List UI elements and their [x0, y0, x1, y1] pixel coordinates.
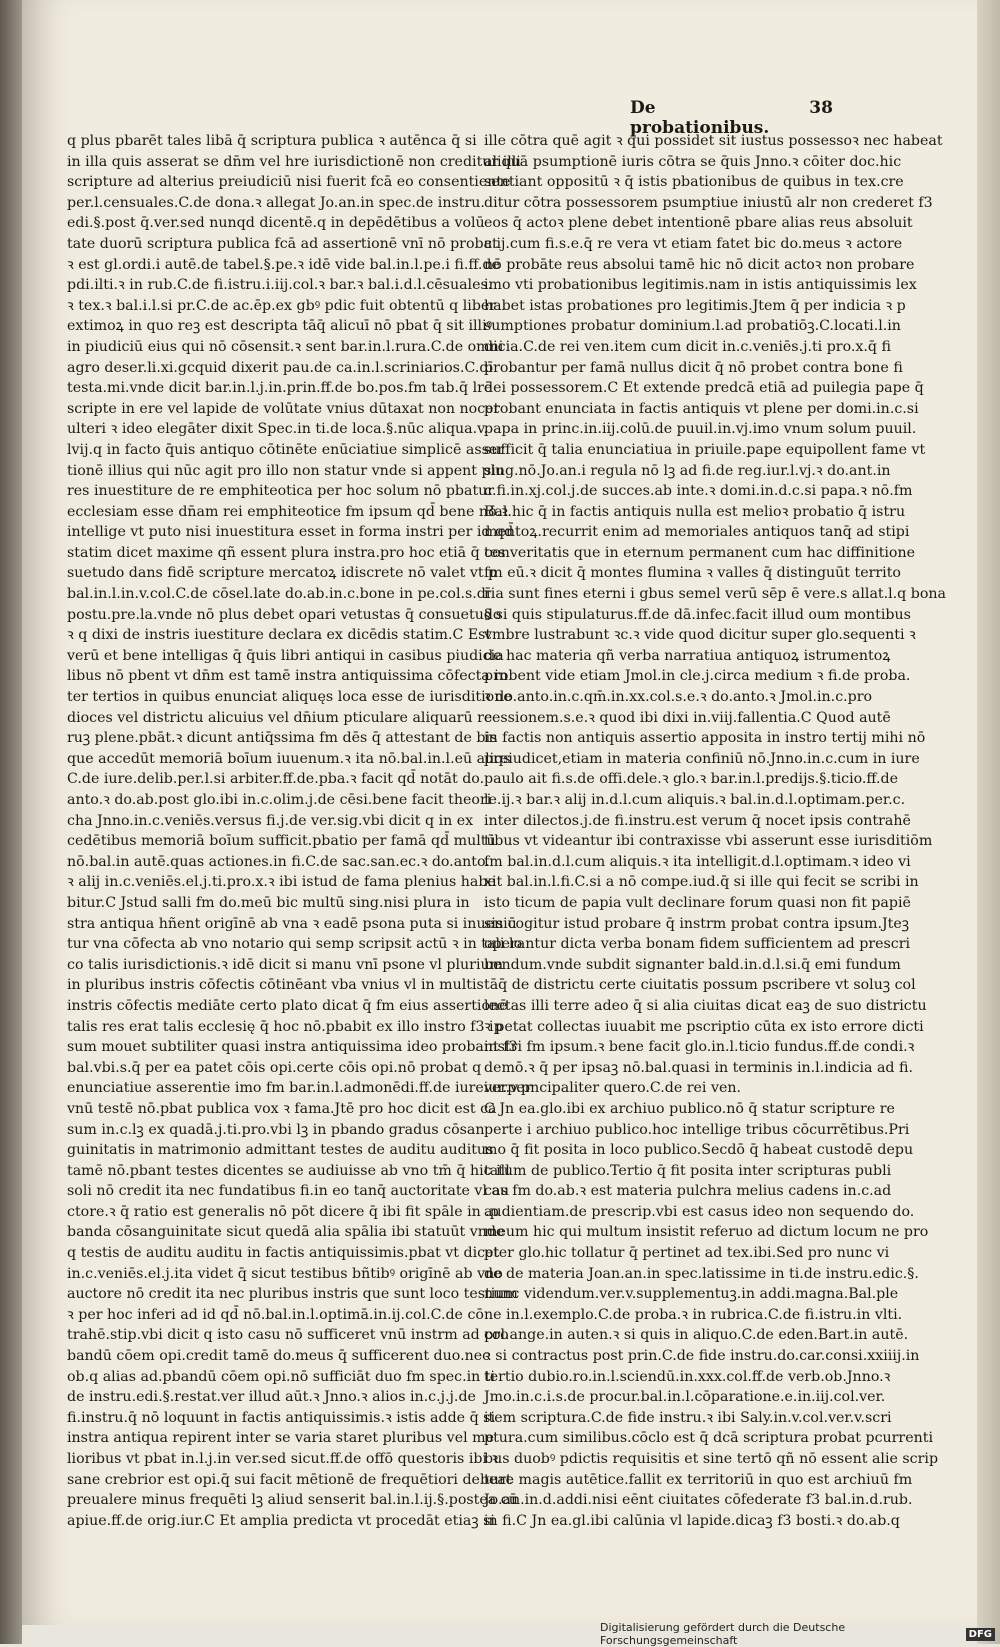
text-line: soli nō credit ita nec fundatibus fi.in eo tanq̄ auctoritate vl au — [67, 1183, 510, 1200]
text-line: in.c.veniēs.el.j.ita videt q̄ sicut testibus bñtibꝰ origīnē ab vno — [67, 1265, 503, 1282]
text-line: tamē nō.pbant testes dicentes se audiuisse ab vno tm̄ q̄ hic ill — [67, 1162, 510, 1179]
text-line: cha Jnno.in.c.veniēs.versus fi.j.de ver.sig.vbi dicit q in ex — [67, 812, 474, 829]
text-line: Jo.an.in.d.addi.nisi eēnt ciuitates cōfederate f3 bal.in.d.rub. — [484, 1492, 913, 1509]
text-line: habet istas probationes pro legitimis.Jtem q̄ per indicia ꝛ p — [484, 297, 906, 314]
text-line: ver.v.pncipaliter quero.C.de rei ven. — [484, 1080, 742, 1097]
text-line: xit bal.in.l.fi.C.si a nō compe.iud.q̄ si ille qui fecit se scribi in — [484, 874, 919, 891]
text-line: ob.q alias ad.pbandū cōem opi.nō sufficiāt duo fm spec.in ti — [67, 1368, 496, 1385]
text-line: sum mouet subtiliter quasi instra antiquissima ideo probant f3 — [67, 1039, 518, 1056]
text-line: preualere minus frequēti lꝫ aliud senserit bal.in.l.ij.§.postea cū — [67, 1492, 518, 1509]
text-line: q plus pbarēt tales libā q̄ scriptura publica ꝛ autēnca q̄ si — [67, 133, 477, 149]
text-line: res inuestiture de re emphiteotica per hoc solum nō pbatur — [67, 483, 495, 500]
text-line: bal.in.l.in.v.col.C.de cōsel.late do.ab.in.c.bone in pe.col.s.dī — [67, 586, 491, 603]
text-line: bandū cōem opi.credit tamē do.meus q̄ sufficerent duo.nec — [67, 1348, 491, 1365]
text-line: ꝛ petat collectas iuuabit me pscriptio cūta ex isto errore dicti — [484, 1018, 924, 1035]
text-line: ne in.l.exemplo.C.de proba.ꝛ in rubrica.C.de fi.istru.in vlti. — [484, 1306, 903, 1323]
text-line: le.ij.ꝛ bar.ꝛ alij in.d.l.cum aliquis.ꝛ bal.in.d.l.optimam.per.c. — [484, 792, 906, 808]
text-line: extimoꝝ in quo reꝫ est descripta tāq̄ alicuī nō pbat q̄ sit illiꝰ — [67, 318, 493, 335]
text-line: de de materia Joan.an.in spec.latissime in ti.de instru.edic.§. — [484, 1265, 919, 1282]
text-line: ulteri ꝛ ideo elegāter dixit Spec.in ti.de loca.§.nūc aliqua.v. — [67, 421, 488, 438]
folio-number: 38 — [809, 98, 833, 118]
text-line: pdi.ilti.ꝛ in rub.C.de fi.istru.i.iij.col.ꝛ bar.ꝛ bal.i.d.l.cēsuales. — [67, 277, 493, 294]
text-line: probant enunciata in factis antiquis vt plene per domi.in.c.si — [484, 400, 919, 417]
running-title: De probationibus. — [630, 98, 770, 138]
text-line: audientiam.de prescrip.vbi est casus ideo non sequendo do. — [484, 1203, 915, 1220]
text-line: sentiant oppositū ꝛ q̄ istis pbationibus de quibus in tex.cre — [484, 174, 904, 191]
text-line: talis res erat talis ecclesię q̄ hoc nō.pbabit ex illo instro f3 ip — [67, 1018, 503, 1035]
text-line: probent vide etiam Jmol.in cle.j.circa medium ꝛ fi.de proba. — [484, 668, 911, 685]
text-line: co talis iurisdictionis.ꝛ idē dicit si manu vnī psone vl plurium — [67, 956, 504, 973]
text-line: postu.pre.la.vnde nō plus debet opari vetustas q̄ consuetudo — [67, 606, 502, 623]
text-line: operantur dicta verba bonam fidem sufficientem ad prescri — [484, 936, 911, 953]
text-line: in factis non antiquis assertio apposita in instro tertij mihi nō — [484, 730, 926, 747]
text-line: papa in princ.in.iij.colū.de puuil.in.vj.imo vnum solum puuil. — [484, 421, 917, 438]
text-line: cessionem.s.e.ꝛ quod ibi dixi in.viij.fallentia.C Quod autē — [484, 709, 891, 726]
text-line: trahē.stip.vbi dicit q isto casu nō sufficeret vnū instrm ad pro — [67, 1327, 509, 1344]
running-header — [630, 98, 833, 138]
text-line: edi.§.post q̄.ver.sed nunqd dicentē.q in depēdētibus a volū — [67, 215, 485, 232]
text-line: ꝛ do.anto.in.c.qm̄.in.xx.col.s.e.ꝛ do.anto.ꝛ Jmol.in.c.pro — [484, 689, 873, 706]
text-line: ꝛ q dixi de instris iuestiture declara ex dicēdis statim.C Est — [67, 627, 492, 644]
text-line: statim dicet maxime qñ essent plura instra.pro hoc etiā q̄ con — [67, 544, 510, 561]
text-line: apiue.ff.de orig.iur.C Et amplia predicta vt procedāt etiaꝫ si — [67, 1512, 495, 1529]
text-line: q testis de auditu auditu in factis antiquissimis.pbat vt dicet — [67, 1245, 500, 1262]
text-line: bendum.vnde subdit signanter bald.in.d.l.si.q̄ emi fundum — [484, 956, 901, 973]
text-line: tur vna cōfecta ab vno notario qui semp scripsit actū ꝛ in tali lo — [67, 936, 523, 953]
text-line: fi.instru.q̄ nō loquunt in factis antiquissimis.ꝛ istis adde q̄ si — [67, 1409, 495, 1426]
text-line: intellige vt puto nisi inuestitura esset in forma instri per id qd̄ — [67, 524, 514, 541]
text-line: instra antiqua repirent inter se varia staret pluribus vel me — [67, 1430, 494, 1447]
text-line: suetudo dans fidē scripture mercatoꝝ idiscrete nō valet vt p — [67, 565, 498, 582]
text-line: scripture ad alterius preiudiciū nisi fuerit fcā eo consentiente — [67, 174, 511, 191]
text-line: preiudicet,etiam in materia confiniū nō.Jnno.in.c.cum in iure — [484, 750, 920, 767]
text-line: sis cogitur istud probare q̄ instrm probat contra ipsum.Jteꝫ — [484, 915, 909, 932]
text-line: per.l.censuales.C.de dona.ꝛ allegat Jo.an.in spec.de instru. — [67, 194, 485, 211]
text-line: guinitatis in matrimonio admittant testes de auditu auditus — [67, 1142, 494, 1159]
text-line: ditur cōtra possessorem psumptiue iniustū alr non crederet f3 — [484, 194, 933, 211]
text-line: de instru.edi.§.restat.ver illud aūt.ꝛ Jnno.ꝛ alios in.c.j.j.de — [67, 1389, 476, 1406]
text-line: lvij.q in facto q̄uis antiquo cōtinēte enūciatiue simplicē asser — [67, 441, 505, 458]
text-line: libus nō pbent vt dn̄m est tamē instra antiquissima cōfecta in — [67, 668, 508, 685]
text-line: tatum de publico.Tertio q̄ fit posita inter scripturas publi — [484, 1162, 892, 1179]
text-line: in illa quis asserat se dn̄m vel hre iurisdictionē non creditur illi — [67, 153, 521, 170]
text-line: banda cōsanguinitate sicut quedā alia spālia ibi statuūt vnde — [67, 1224, 505, 1241]
text-line: imo vti probationibus legitimis.nam in istis antiquissimis lex — [484, 277, 917, 294]
text-line: in pluribus instris cōfectis cōtinēant vba vnius vl in multis — [67, 977, 484, 994]
text-line: lioribus vt pbat in.l.j.in ver.sed sicut.ff.de offō questoris ibi ꝛ — [67, 1451, 499, 1467]
right-text-column — [484, 131, 946, 1531]
text-line: ille cōtra quē agit ꝛ qui possidet sit iustus possessoꝛ nec habeat — [484, 133, 943, 149]
text-line: C Jn ea.glo.ibi ex archiuo publico.nō q̄ statur scripture re — [484, 1100, 895, 1117]
text-line: cas fm do.ab.ꝛ est materia pulchra melius cadens in.c.ad — [484, 1183, 892, 1200]
text-line: dioces vel districtu alicuius vel dn̄ium pticulare aliquarū re — [67, 709, 493, 726]
text-line: auctore nō credit ita nec pluribus instris que sunt loco testium — [67, 1286, 518, 1303]
left-text-column — [67, 131, 532, 1531]
dfg-logo: DFG — [966, 1628, 995, 1641]
text-line: mo q̄ fit posita in loco publico.Secdō q̄ habeat custodē depu — [484, 1142, 914, 1159]
text-line: ecclesiam esse dn̄am rei emphiteotice fm ipsum qd̄ bene nō.ꝛ — [67, 503, 508, 520]
text-line: eos q̄ actoꝛ plene debet intentionē pbare alias reus absoluit — [484, 215, 913, 232]
text-line: bus duobꝰ pdictis requisitis et sine tertō qñ nō essent alie scrip — [484, 1451, 939, 1467]
text-line: ꝛ alij in.c.veniēs.el.j.ti.pro.x.ꝛ ibi istud de fama plenius habe — [67, 874, 496, 891]
text-line: ꝛ per hoc inferi ad id qd̄ nō.bal.in.l.optimā.in.ij.col.C.de cō — [67, 1306, 484, 1323]
text-line: ptura.cum similibus.cōclo est q̄ dcā scriptura probat pcurrenti — [484, 1430, 933, 1447]
digitization-credit — [600, 1621, 995, 1647]
text-line: probantur per famā nullus dicit q̄ nō probet contra bone fi — [484, 359, 903, 376]
text-line: cedētibus memoriā boīum sufficit.pbatio per famā qd̄ multū — [67, 833, 496, 850]
page-edge — [977, 0, 1000, 1644]
text-line: vmbre lustrabunt ꝛc.ꝛ vide quod dicitur super glo.sequenti ꝛ — [484, 627, 916, 644]
text-line: vnū testē nō.pbat publica vox ꝛ fama.Jtē pro hoc dicit est ca — [67, 1100, 497, 1117]
text-line: bal.vbi.s.q̄ per ea patet cōis opi.certe cōis opi.nō probat q — [67, 1059, 482, 1076]
text-line: col.ange.in auten.ꝛ si quis in aliquo.C.de eden.Bart.in autē. — [484, 1327, 909, 1344]
text-line: bitur.C Jstud salli fm do.meū bic multū sing.nisi plura in — [67, 894, 470, 911]
text-line: ture magis autētice.fallit ex territoriū in quo est archiuū fm — [484, 1471, 913, 1488]
text-line: in piudiciū eius qui nō cōsensit.ꝛ sent bar.in.l.rura.C.de omni — [67, 338, 504, 355]
text-line: sufficit q̄ talia enunciatiua in priuile.pape equipollent fame vt — [484, 441, 926, 458]
text-line: § si quis stipulaturus.ff.de dā.infec.facit illud oum montibus — [484, 606, 911, 623]
text-line: fm bal.in.d.l.cum aliquis.ꝛ ita intelligit.d.l.optimam.ꝛ ideo vi — [484, 853, 911, 870]
text-line: scripte in ere vel lapide de volūtate vnius dūtaxat non nocet — [67, 400, 500, 417]
text-line: nō probāte reus absolui tamē hic nō dicit actoꝛ non probare — [484, 256, 915, 273]
text-line: stra antiqua hñent origīnē ab vna ꝛ eadē psona puta si inueniū — [67, 915, 517, 932]
text-line: ꝛ si contractus post prin.C.de fide instru.do.car.consi.xxiiij.in — [484, 1348, 920, 1365]
text-line: mentoꝝ.recurrit enim ad memoriales antiquos tanq̄ ad stipi — [484, 524, 910, 541]
text-line: dei possessorem.C Et extende predcā etiā ad puilegia pape q̄ — [484, 380, 924, 397]
text-line: anto.ꝛ do.ab.post glo.ibi in.c.olim.j.de cēsi.bene facit theori — [67, 792, 492, 808]
text-line: aliquā psumptionē iuris cōtra se q̄uis Jnno.ꝛ cōiter doc.hic — [484, 153, 902, 170]
text-line: lectas illi terre adeo q̄ si alia ciuitas dicat eaꝫ de suo districtu — [484, 997, 927, 1014]
text-line: paulo ait fi.s.de offi.dele.ꝛ glo.ꝛ bar.in.l.predijs.§.ticio.ff.de — [484, 771, 898, 788]
text-line: ria sunt fines eterni i gbus semel verū sēp ē vere.s allat.l.q bona — [484, 586, 946, 603]
text-line: ter tertios in quibus enunciat aliquęs loca esse de iurisditione — [67, 689, 512, 706]
text-line: inter dilectos.j.de fi.instru.est verum q̄ nocet ipsis contrahē — [484, 812, 911, 829]
text-line: enunciatiue asserentie imo fm bar.in.l.admonēdi.ff.de iureiur.per — [67, 1080, 532, 1097]
text-line: Bal.hic q̄ in factis antiquis nulla est melioꝛ probatio q̄ istru — [484, 503, 906, 520]
text-line: instris cōfectis mediāte certo plato dicat q̄ fm eius assertionē — [67, 997, 508, 1014]
text-line: c.fi.in.xj.col.j.de succes.ab inte.ꝛ domi.in.d.c.si papa.ꝛ nō.fm — [484, 483, 913, 500]
text-line: isto ticum de papia vult declinare forum quasi non fit papiē — [484, 894, 911, 911]
text-line: Jmo.in.c.i.s.de procur.bal.in.l.cōparatione.e.in.iij.col.ver. — [484, 1389, 886, 1406]
text-line: ꝛ tex.ꝛ bal.i.l.si pr.C.de ac.ēp.ex gbꝰ pdic fuit obtentū q liber — [67, 297, 497, 314]
text-line: sum in.c.lꝫ ex quadā.j.ti.pro.vbi lꝫ in pbando gradus cōsan — [67, 1121, 485, 1138]
text-line: de hac materia qñ verba narratiua antiquoꝝ istrumentoꝝ — [484, 647, 891, 664]
text-line: ruꝫ plene.pbāt.ꝛ dicunt antiq̄ssima fm dēs q̄ attestant de bis — [67, 730, 498, 747]
text-line: c.ij.cum fi.s.e.q̄ re vera vt etiam fatet bic do.meus ꝛ actore — [484, 235, 903, 252]
text-line: perte i archiuo publico.hoc intellige tribus cōcurrētibus.Pri — [484, 1121, 910, 1138]
text-line: nō.bal.in autē.quas actiones.in fi.C.de sac.san.ec.ꝛ do.anto. — [67, 853, 490, 870]
text-line: tionē illius qui nūc agit pro illo non statur vnde si appent plu — [67, 462, 505, 479]
text-line: sane crebrior est opi.q̄ sui facit mētionē de frequētiori debeat — [67, 1471, 512, 1488]
text-line: dicia.C.de rei ven.item cum dicit in.c.veniēs.j.ti pro.x.q̄ fi — [484, 338, 891, 355]
text-line: in fi.C Jn ea.gl.ibi calūnia vl lapide.dicaꝫ f3 bosti.ꝛ do.ab.q — [484, 1512, 900, 1529]
text-line: sing.nō.Jo.an.i regula nō lꝫ ad fi.de reg.iur.l.vj.ꝛ do.ant.in — [484, 462, 891, 479]
text-line: meum hic qui multum insistit referuo ad dictum locum ne pro — [484, 1224, 929, 1241]
text-line: nunc videndum.ver.v.supplementuꝫ.in addi.magna.Bal.ple — [484, 1286, 899, 1303]
text-line: que accedūt memoriā boīum iuuenum.ꝛ ita nō.bal.in.l.eū aliqs — [67, 750, 511, 767]
text-line: ꝛ est gl.ordi.i autē.de tabel.§.pe.ꝛ idē vide bal.in.l.pe.i fi.ff.de — [67, 256, 500, 273]
text-line: tibus vt videantur ibi contraxisse vbi asserunt esse iurisditiōm — [484, 833, 933, 850]
text-line: verū et bene intelligas q̄ q̄uis libri antiqui in casibus piudicia — [67, 647, 504, 664]
text-line: item scriptura.C.de fide instru.ꝛ ibi Saly.in.v.col.ver.v.scri — [484, 1409, 892, 1426]
binding-edge — [0, 0, 22, 1644]
text-line: C.de iure.delib.per.l.si arbiter.ff.de.pba.ꝛ facit qd̄ notāt do. — [67, 771, 485, 788]
text-line: agro deser.li.xi.gcquid dixerit pau.de ca.in.l.scriniarios.C.dī — [67, 359, 493, 376]
credit-text: Digitalisierung gefördert durch die Deutsche Forschungsgemeinschaft — [600, 1621, 846, 1647]
text-line: testa.mi.vnde dicit bar.in.l.j.in.prin.ff.de bo.pos.fm tab.q̄ lrē — [67, 380, 493, 397]
text-line: fm eū.ꝛ dicit q̄ montes flumina ꝛ valles q̄ distinguūt territo — [484, 565, 901, 582]
text-line: tertio dubio.ro.in.l.sciendū.in.xxx.col.ff.de verb.ob.Jnno.ꝛ — [484, 1368, 891, 1385]
text-line: tate duorū scriptura publica fcā ad assertionē vnī nō probat — [67, 235, 498, 252]
text-line: instri fm ipsum.ꝛ bene facit glo.in.l.ticio fundus.ff.de condi.ꝛ — [484, 1039, 915, 1056]
text-line: tes veritatis que in eternum permanent cum hac diffinitione — [484, 544, 916, 561]
text-line: sumptiones probatur dominium.l.ad probatiōꝫ.C.locati.l.in — [484, 318, 901, 335]
text-line: ctore.ꝛ q̄ ratio est generalis nō pōt dicere q̄ ibi fit spāle in .p — [67, 1203, 499, 1220]
text-line: pter glo.hic tollatur q̄ pertinet ad tex.ibi.Sed pro nunc vi — [484, 1245, 890, 1262]
text-line: demō.ꝛ q̄ per ipsaꝫ nō.bal.quasi in terminis in.l.indicia ad fi. — [484, 1059, 914, 1076]
text-line: tāq̄ de districtu certe ciuitatis possum pscribere vt soluꝫ col — [484, 977, 916, 994]
